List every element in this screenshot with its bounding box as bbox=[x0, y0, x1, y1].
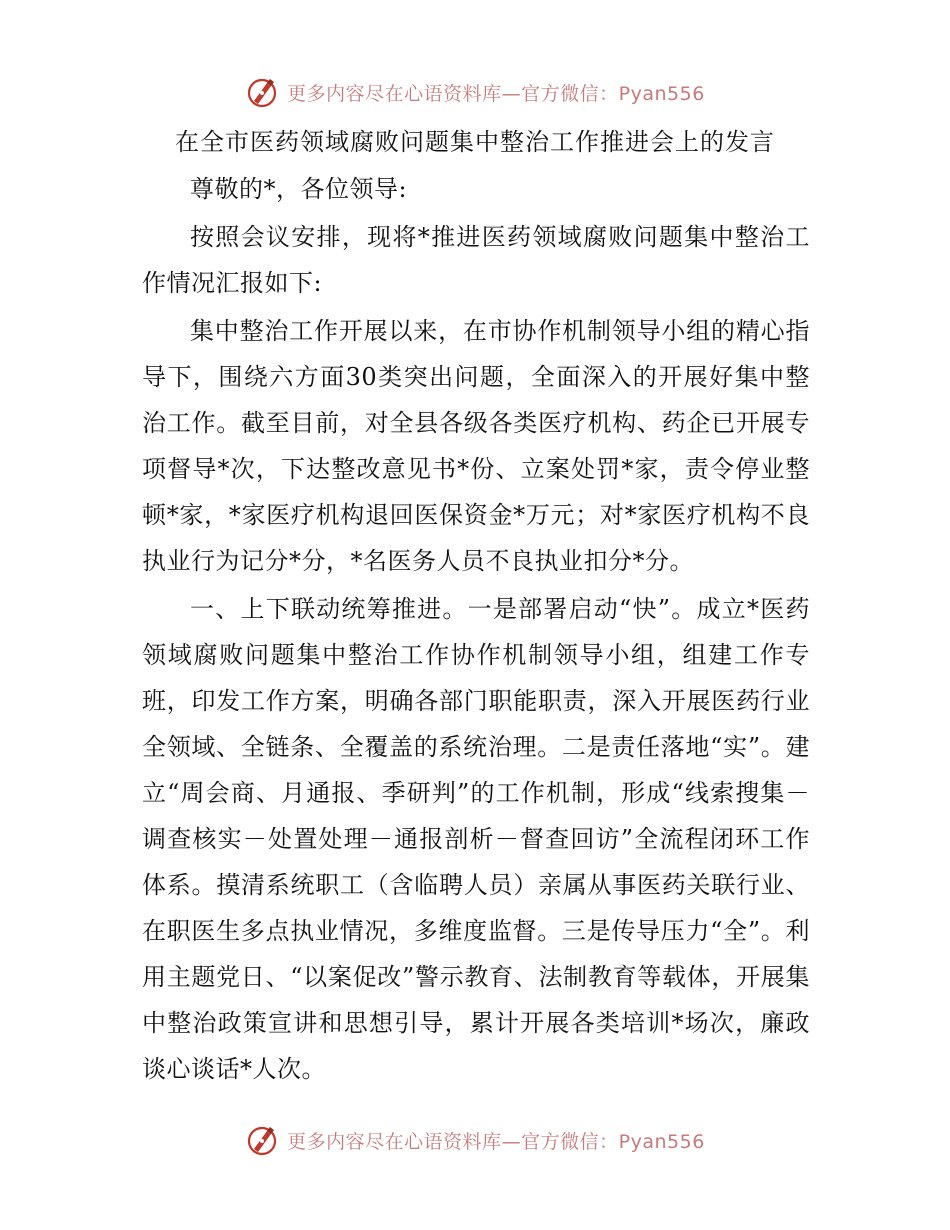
footer-watermark bbox=[0, 1120, 950, 1160]
watermark-text: 更多内容尽在心语资料库—官方微信：Pyan556 bbox=[287, 82, 705, 105]
summary-paragraph: 集中整治工作开展以来，在市协作机制领导小组的精心指导下，围绕六方面30类突出问题，全面深入的开展好集中整治工作。截至目前，对全县各级各类医疗机构、药企已开展专项督导*次，下达整改意见书*份、立案处罚*家，责令停业整顿*家，*家医疗机构退回医保资金*万元；对*家医疗机构不良执业行为记分*分，*名医务人员不良执业扣分*分。 bbox=[142, 317, 810, 575]
salutation-paragraph: 尊敬的*，各位领导: bbox=[190, 175, 408, 203]
fountain-pen-logo-icon bbox=[245, 75, 279, 109]
watermark-text: 更多内容尽在心语资料库—官方微信：Pyan556 bbox=[287, 1130, 705, 1153]
document-body bbox=[142, 166, 810, 1094]
fountain-pen-logo-icon bbox=[245, 1123, 279, 1157]
header-watermark bbox=[0, 72, 950, 112]
section-one-paragraph: 一、上下联动统筹推进。一是部署启动“快”。成立*医药领域腐败问题集中整治工作协作机制领导小组，组建工作专班，印发工作方案，明确各部门职能职责，深入开展医药行业全领域、全链条、全覆盖的系统治理。二是责任落地“实”。建立“周会商、月通报、季研判”的工作机制，形成“线索搜集－调查核实－处置处理－通报剖析－督查回访”全流程闭环工作体系。摸清系统职工（含临聘人员）亲属从事医药关联行业、在职医生多点执业情况，多维度监督。三是传导压力“全”。利用主题党日、“以案促改”警示教育、法制教育等载体，开展集中整治政策宣讲和思想引导，累计开展各类培训*场次，廉政谈心谈话*人次。 bbox=[142, 595, 810, 1083]
intro-paragraph: 按照会议安排，现将*推进医药领域腐败问题集中整治工作情况汇报如下: bbox=[142, 223, 810, 297]
document-title: 在全市医药领域腐败问题集中整治工作推进会上的发言 bbox=[175, 128, 775, 156]
